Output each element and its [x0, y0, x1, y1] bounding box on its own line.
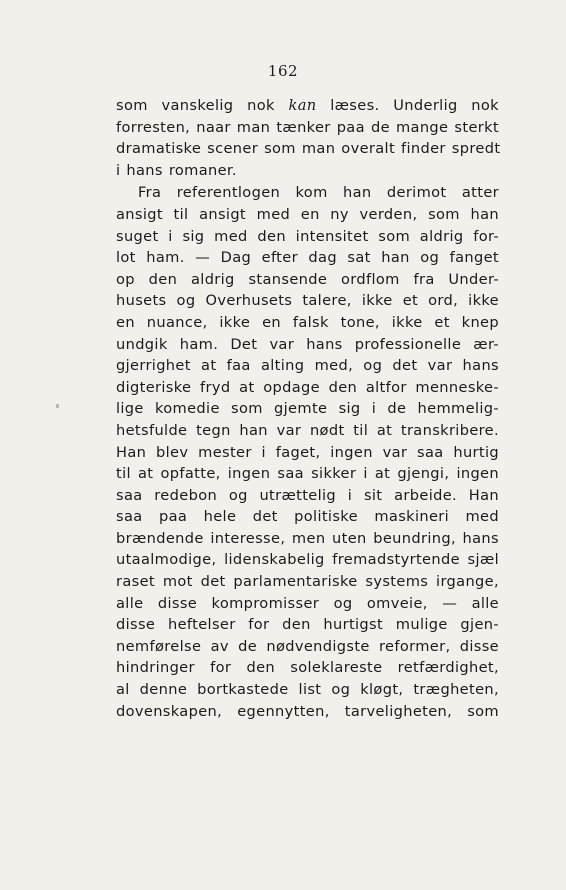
text-line: suget i sig med den intensitet som aldrig for-: [116, 227, 499, 245]
page-number: 162: [267, 62, 299, 80]
text-line: dramatiske scener som man overalt finder spredt: [116, 140, 501, 158]
text-line: raset mot det parlamentariske systems irgange,: [116, 573, 499, 591]
text-line: nemførelse av de nødvendigste reformer, disse: [116, 637, 499, 655]
text-line: [116, 95, 499, 117]
paragraph-start-line: Fra referentlogen kom han derimot atter: [138, 184, 499, 202]
text-line: til at opfatte, ingen saa sikker i at gjengi, ingen: [116, 465, 499, 483]
text-line: Han blev mester i faget, ingen var saa hurtig: [116, 443, 499, 461]
text-line: hindringer for den soleklareste retfærdighet,: [116, 659, 499, 677]
text-line: undgik ham. Det var hans professionelle ær-: [116, 335, 499, 353]
text-fragment: som vanskelig nok: [116, 97, 289, 114]
text-line: saa paa hele det politiske maskineri med: [116, 508, 499, 526]
text-line: lot ham. — Dag efter dag sat han og fanget: [116, 249, 499, 267]
text-line: forresten, naar man tænker paa de mange sterkt: [116, 118, 499, 136]
text-line: dovenskapen, egennytten, tarveligheten, som: [116, 702, 499, 720]
margin-speck: [56, 404, 59, 408]
text-line: lige komedie som gjemte sig i de hemmelig-: [116, 400, 499, 418]
text-line: op den aldrig stansende ordflom fra Under-: [116, 270, 499, 288]
text-line: ansigt til ansigt med en ny verden, som han: [116, 205, 499, 223]
emphasized-word: kan: [288, 97, 317, 114]
text-line: brændende interesse, men uten beundring, hans: [116, 529, 499, 547]
text-line: husets og Overhusets talere, ikke et ord, ikke: [116, 292, 499, 310]
text-line: alle disse kompromisser og omveie, — alle: [116, 594, 499, 612]
text-line: gjerrighet at faa alting med, og det var hans: [116, 357, 499, 375]
text-line: saa redebon og utrættelig i sit arbeide. Han: [116, 486, 499, 504]
text-line: utaalmodige, lidenskabelig fremadstyrtende sjæl: [116, 551, 499, 569]
text-fragment: læses. Underlig nok: [316, 97, 499, 114]
text-line: hetsfulde tegn han var nødt til at transkribere.: [116, 421, 499, 439]
body-text: [116, 95, 499, 722]
text-line: en nuance, ikke en falsk tone, ikke et knep: [116, 313, 499, 331]
text-line: digteriske fryd at opdage den altfor menneske-: [116, 378, 499, 396]
text-line: al denne bortkastede list og kløgt, trægheten,: [116, 681, 499, 699]
paragraph-end-line: i hans romaner.: [116, 161, 237, 179]
text-line: disse heftelser for den hurtigst mulige gjen-: [116, 616, 499, 634]
